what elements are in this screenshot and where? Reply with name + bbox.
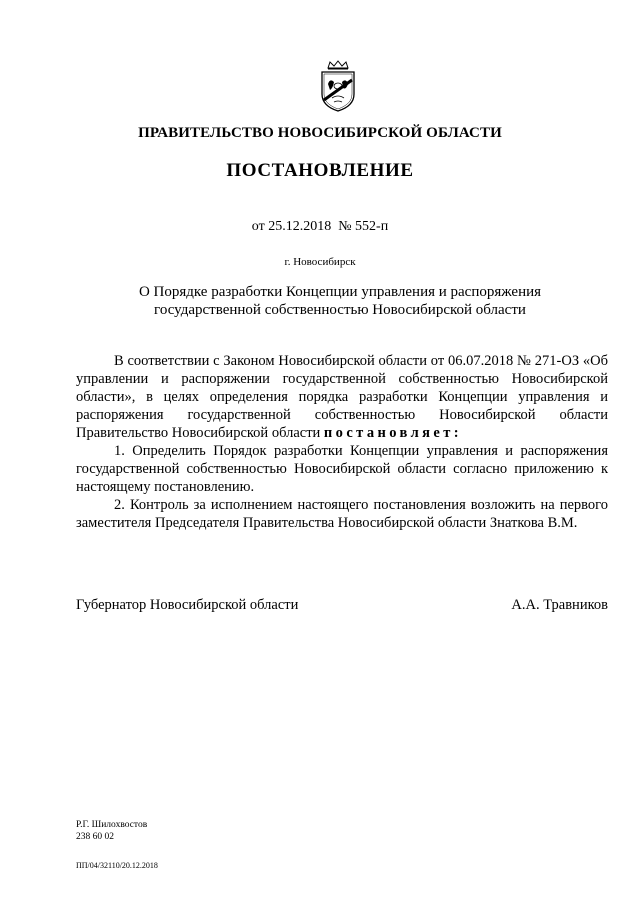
document-subject [80,283,600,319]
subject-line-2: государственной собственностью Новосибирской области [154,302,526,318]
preamble-paragraph [76,352,608,442]
signature-block [76,597,608,614]
item-1-paragraph: 1. Определить Порядок разработки Концепции управления и распоряжения государственной собственностью Новосибирской области согласно приложению к настоящему постановлению. [76,443,608,495]
subject-line-1: О Порядке разработки Концепции управления и распоряжения [138,284,542,300]
document-code: ПП/04/32110/20.12.2018 [76,861,158,870]
document-date-number: от 25.12.2018 № 552-п [251,219,389,234]
government-title: ПРАВИТЕЛЬСТВО НОВОСИБИРСКОЙ ОБЛАСТИ [138,125,502,141]
executor-phone: 238 60 02 [76,832,114,842]
coat-of-arms-icon [318,60,358,112]
signer-name: А.А. Травников [511,597,608,613]
decree-word: постановляет: [323,425,462,441]
document-body [76,352,608,532]
executor-block [76,819,147,843]
executor-name: Р.Г. Шилохвостов [76,820,148,830]
signer-position: Губернатор Новосибирской области [76,597,299,613]
item-2-paragraph: 2. Контроль за исполнением настоящего постановления возложить на первого заместителя Председателя Правительства Новосибирской области Знаткова В.М. [76,497,608,531]
document-city: г. Новосибирск [284,256,356,268]
preamble-text: В соответствии с Законом Новосибирской области от 06.07.2018 № 271-ОЗ «Об управлении и распоряжении государственной собственностью Новосибирской области», в целях определения порядка разработки Концепции управления и распоряжения государственной собственностью Новосибирской области Правительство Новосибирской области [76,353,608,441]
document-type-title: ПОСТАНОВЛЕНИЕ [226,160,414,181]
